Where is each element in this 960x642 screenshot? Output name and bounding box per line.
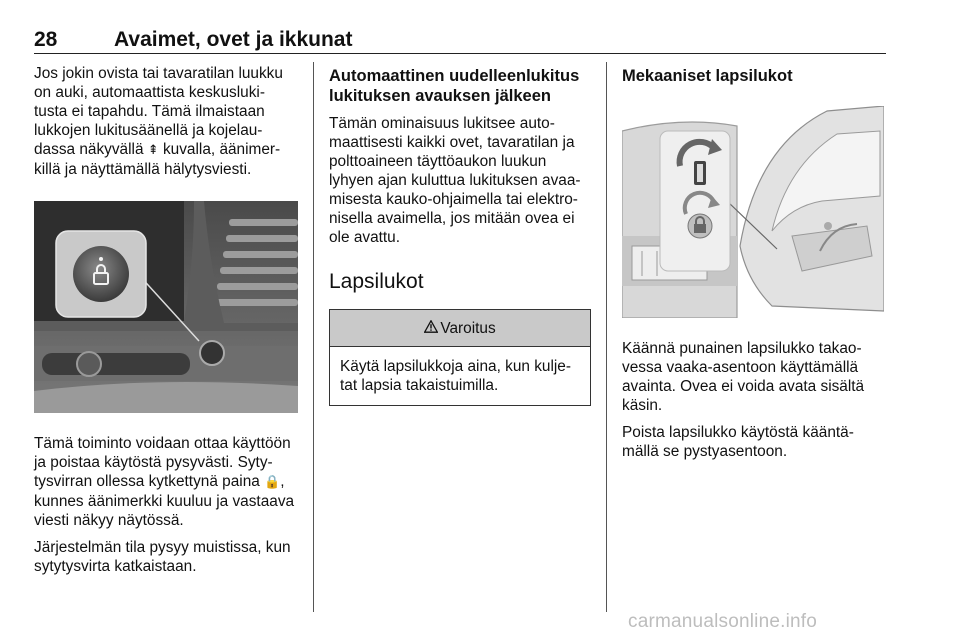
dashboard-lock-button-figure	[34, 201, 298, 413]
door-open-icon: ⇞	[147, 143, 159, 158]
paragraph-auto-relock: Tämän ominaisuus lukitsee auto-maattisesti kaikki ovet, tavaratilan ja polttoaineen täyttöaukon luukun lyhyen ajan kuluttua lukituksen avaa-misesta kauko-ohjaimella tai elektro-nisella avaimella, jos mitään ovea ei ole avattu.	[329, 115, 581, 246]
warning-triangle-icon	[424, 319, 438, 338]
paragraph-memory: Järjestelmän tila pysyy muistissa, kun sytytysvirta katkaistaan.	[34, 539, 291, 575]
page-header	[34, 28, 886, 54]
column-3	[622, 64, 887, 469]
page-number: 28	[34, 28, 58, 51]
section-heading-auto-relock: Automaattinen uudelleenlukitus lukituksen avauksen jälkeen	[329, 67, 580, 105]
paragraph-disable-lock: Poista lapsilukko käytöstä kääntä-mällä se pystyasentoon.	[622, 424, 854, 460]
warning-title: Varoitus	[440, 319, 496, 337]
chapter-title: Avaimet, ovet ja ikkunat	[114, 28, 353, 51]
section-title-child-locks: Lapsilukot	[329, 270, 424, 293]
paragraph-enable-disable: Tämä toiminto voidaan ottaa käyttöön ja poistaa käytöstä pysyvästi. Syty-tysvirran ollessa kytkettynä paina 🔒, kunnes äänimerkki kuuluu ja vastaava viesti näkyy näytössä.	[34, 435, 295, 529]
watermark: carmanualsonline.info	[628, 611, 818, 632]
rear-door-child-lock-figure	[622, 106, 884, 318]
warning-text: Käytä lapsilukkoja aina, kun kulje-tat lapsia takaistuimilla.	[340, 358, 571, 394]
column-divider	[606, 62, 607, 612]
warning-header	[330, 310, 590, 347]
warning-box	[329, 309, 591, 406]
column-1	[34, 64, 298, 584]
section-heading-mechanical-child-locks: Mekaaniset lapsilukot	[622, 67, 793, 85]
paragraph-turn-lock: Käännä punainen lapsilukko takao-vessa vaaka-asentoon käyttämällä avainta. Ovea ei voida avata sisältä käsin.	[622, 340, 865, 414]
column-2	[329, 64, 591, 406]
paragraph-door-open: Jos jokin ovista tai tavaratilan luukku on auki, automaattista keskusluki-tusta ei tapahdu. Tämä ilmaistaan lukkojen lukitusäänellä ja kojelau-dassa näkyvällä ⇞ kuvalla, äänimer-killä ja näyttämällä hälytysviesti.	[34, 65, 283, 178]
column-divider	[313, 62, 314, 612]
central-lock-icon: 🔒	[264, 475, 281, 490]
